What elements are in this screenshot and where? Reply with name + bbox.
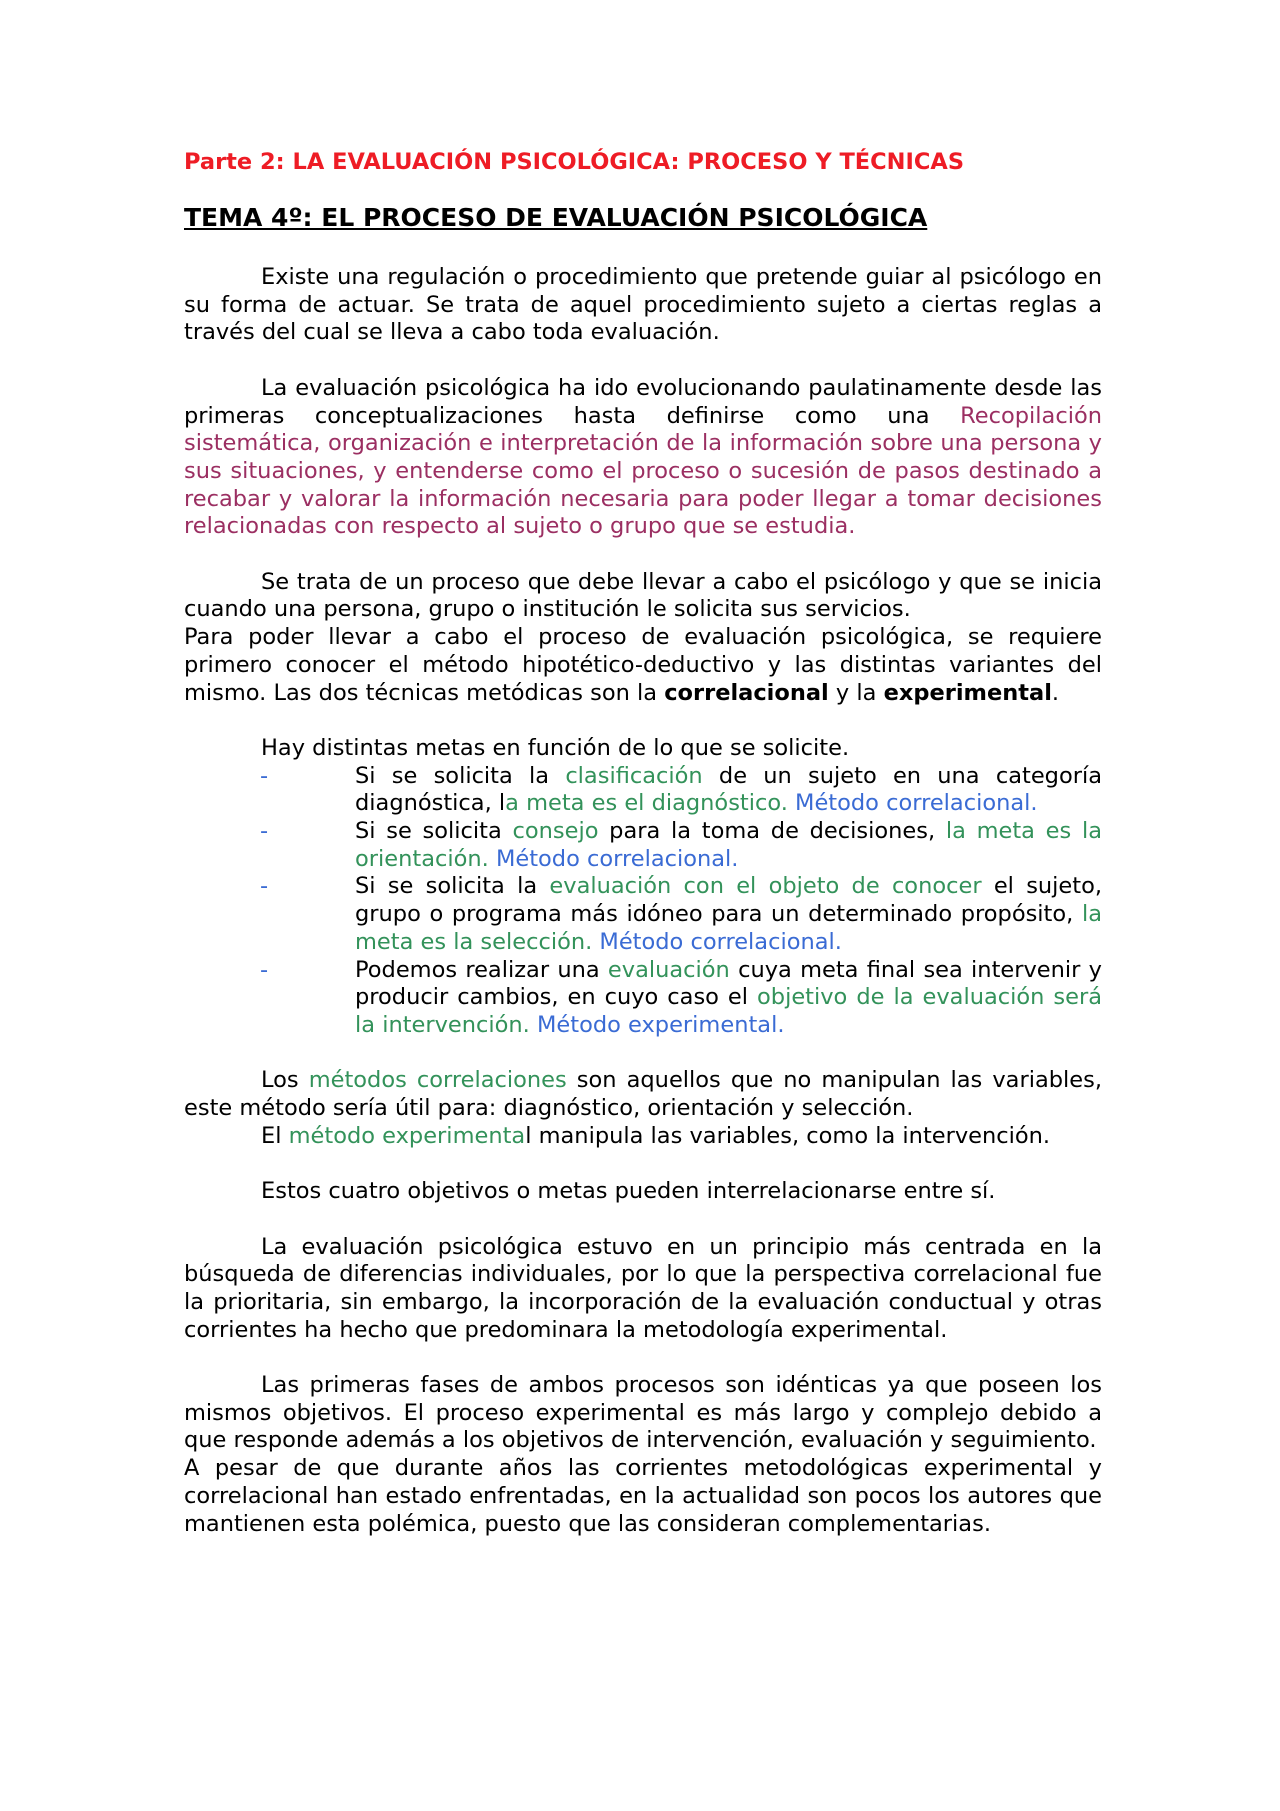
paragraph-complementary: A pesar de que durante años las corrientes metodológicas experimental y correlacional han estado enfrentadas, en la actualidad son pocos los autores que mantienen esta polémica, puesto que las consideran complementarias.	[184, 1455, 1102, 1537]
document-body	[184, 148, 1102, 1538]
text-run: para la toma de decisiones,	[598, 818, 946, 845]
method-label: Método correlacional.	[795, 790, 1038, 817]
text-run: de un sujeto en una categoría diagnóstica, l	[355, 762, 1102, 817]
text-run: Para poder llevar a cabo el proceso de evaluación psicológica, se requiere primero conocer el método hipotético-deductivo y las distintas variantes del mismo. Las dos técnicas metódicas son la	[184, 624, 1102, 706]
list-dash: -	[260, 818, 269, 845]
part-title: Parte 2: LA EVALUACIÓN PSICOLÓGICA: PROCESO Y TÉCNICAS	[184, 149, 965, 175]
list-dash: -	[260, 762, 269, 789]
green-highlight: método experimenta	[288, 1122, 526, 1149]
list-item	[184, 957, 1102, 1040]
paragraph-experimental-method	[184, 1123, 1102, 1151]
method-label: Método experimental.	[537, 1011, 785, 1038]
list-item	[184, 763, 1102, 818]
text-run: La evaluación psicológica ha ido evolucionando paulatinamente desde las primeras conceptualizaciones hasta definirse como una	[184, 374, 1102, 429]
paragraph-evolution	[184, 375, 1102, 541]
text-run: son aquellos que no manipulan las variables, este método sería útil para: diagnóstico, orientación y selección.	[184, 1067, 1102, 1122]
list-item	[184, 818, 1102, 873]
paragraph-regulation: Existe una regulación o procedimiento que pretende guiar al psicólogo en su forma de actuar. Se trata de aquel procedimiento sujeto a ciertas reglas a través del cual se lleva a cabo toda evaluación.	[184, 264, 1102, 346]
green-highlight: la meta es la orientación.	[355, 818, 1102, 872]
text-run: cuya meta final sea intervenir y producir cambios, en cuyo caso el	[355, 956, 1102, 1011]
bold-experimental: experimental	[883, 679, 1052, 706]
text-run: l manipula las variables, como la intervención.	[525, 1122, 1051, 1149]
green-highlight: consejo	[512, 818, 599, 845]
goals-intro: Hay distintas metas en función de lo que se solicite.	[261, 734, 850, 761]
list-dash: -	[260, 956, 269, 983]
list-item	[184, 873, 1102, 956]
green-highlight: a meta es el diagnóstico.	[505, 790, 788, 817]
list-dash: -	[260, 873, 269, 900]
paragraph-correlational-methods	[184, 1067, 1102, 1122]
text-run	[489, 846, 496, 872]
paragraph-methods	[184, 624, 1102, 707]
text-run: .	[1051, 679, 1060, 706]
paragraph-phases: Las primeras fases de ambos procesos son idénticas ya que poseen los mismos objetivos. El proceso experimental es más largo y complejo debido a que responde además a los objetivos de intervención, evaluación y seguimiento.	[184, 1372, 1102, 1454]
green-highlight: métodos correlaciones	[308, 1067, 567, 1094]
text-run: Si se solicita	[355, 818, 513, 845]
paragraph-process-start: Se trata de un proceso que debe llevar a cabo el psicólogo y que se inicia cuando una persona, grupo o institución le solicita sus servicios.	[184, 568, 1102, 623]
bold-correlacional: correlacional	[664, 679, 829, 706]
text-run: Si se solicita la	[355, 762, 566, 789]
definition-highlight: Recopilación sistemática, organización e interpretación de la información sobre una persona y sus situaciones, y entenderse como el proceso o sucesión de pasos destinado a recabar y valorar la información necesaria para poder llegar a tomar decisiones relacionadas con respecto al sujeto o grupo que se estudia.	[184, 402, 1102, 540]
paragraph-four-goals: Estos cuatro objetivos o metas pueden interrelacionarse entre sí.	[261, 1178, 996, 1205]
green-highlight: la meta es la selección.	[355, 901, 1102, 955]
text-run: Los	[261, 1067, 309, 1094]
method-label: Método correlacional.	[495, 845, 739, 872]
goals-list	[184, 763, 1102, 1040]
method-label: Método correlacional.	[599, 928, 842, 955]
paragraph-history: La evaluación psicológica estuvo en un principio más centrada en la búsqueda de diferencias individuales, por lo que la perspectiva correlacional fue la prioritaria, sin embargo, la incorporación de la evaluación conductual y otras corrientes ha hecho que predominara la metodología experimental.	[184, 1233, 1102, 1343]
green-highlight: objetivo de la evaluación será la intervención.	[355, 984, 1102, 1038]
text-run	[530, 1012, 537, 1038]
text-run: Podemos realizar una	[355, 956, 608, 983]
green-highlight: clasificación	[565, 762, 703, 789]
text-run: el sujeto, grupo o programa más idóneo para un determinado propósito,	[355, 873, 1103, 928]
text-run	[788, 790, 795, 816]
green-highlight: evaluación	[607, 956, 730, 983]
green-highlight: evaluación con el objeto de conocer	[549, 873, 982, 900]
text-run: Si se solicita la	[355, 873, 550, 900]
tema-title: TEMA 4º: EL PROCESO DE EVALUACIÓN PSICOLÓGICA	[184, 203, 928, 232]
text-run: El	[261, 1122, 289, 1149]
text-run: y la	[828, 679, 884, 706]
